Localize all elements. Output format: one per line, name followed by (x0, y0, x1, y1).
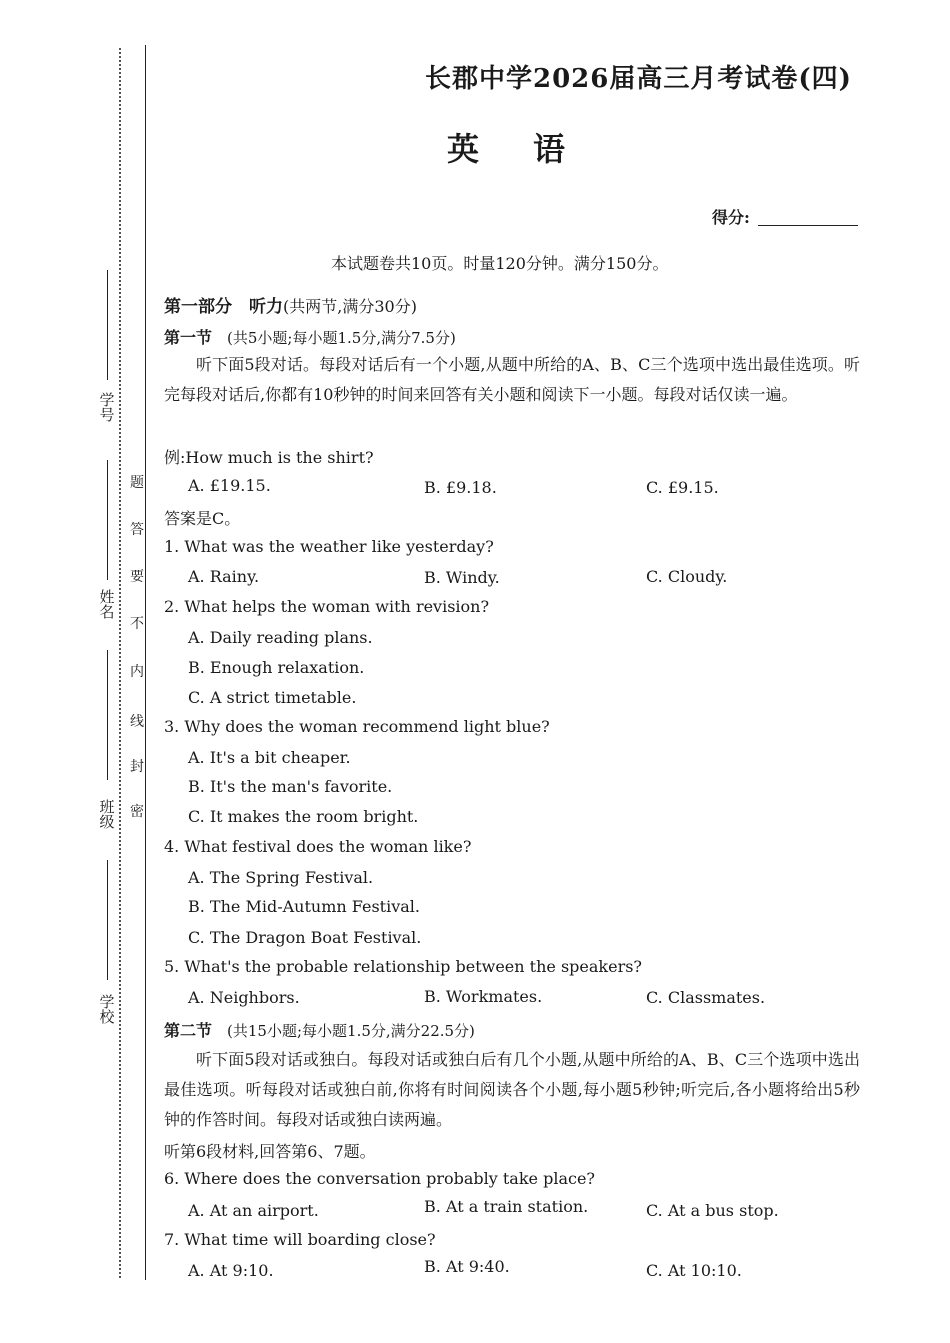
q3-option-c[interactable]: C. It makes the room bright. (188, 807, 419, 826)
school-label: 学 校 (99, 993, 115, 1026)
material-instruction: 听第6段材料,回答第6、7题。 (164, 1142, 376, 1161)
q6-option-a[interactable]: A. At an airport. (188, 1201, 319, 1220)
name-blank[interactable] (107, 460, 108, 580)
name-label: 姓 名 (99, 588, 115, 621)
subject-char-2: 语 (533, 130, 566, 168)
section1-heading: 第一节 (共5小题;每小题1.5分,满分7.5分) (164, 328, 456, 347)
question-3: 3. Why does the woman recommend light blue? (164, 717, 550, 736)
q1-option-b[interactable]: B. Windy. (424, 568, 500, 587)
q4-option-b[interactable]: B. The Mid-Autumn Festival. (188, 897, 420, 916)
seal-char: 封 (130, 759, 144, 775)
q2-option-a[interactable]: A. Daily reading plans. (188, 628, 373, 647)
q5-option-c[interactable]: C. Classmates. (646, 988, 766, 1007)
subject-title (447, 124, 565, 170)
q6-option-c[interactable]: C. At a bus stop. (646, 1201, 779, 1220)
question-2: 2. What helps the woman with revision? (164, 597, 490, 616)
seal-char: 题 (130, 475, 144, 491)
exam-intro: 本试题卷共10页。时量120分钟。满分150分。 (331, 254, 669, 273)
seal-char: 内 (130, 664, 144, 680)
question-1: 1. What was the weather like yesterday? (164, 537, 494, 556)
subject-char-1: 英 (447, 130, 480, 168)
q5-option-a[interactable]: A. Neighbors. (188, 988, 300, 1007)
margin-rule (145, 45, 146, 1280)
q3-option-a[interactable]: A. It's a bit cheaper. (188, 748, 351, 767)
q6-option-b[interactable]: B. At a train station. (424, 1197, 589, 1216)
question-7: 7. What time will boarding close? (164, 1230, 436, 1249)
seal-char: 密 (130, 804, 144, 820)
q2-option-c[interactable]: C. A strict timetable. (188, 688, 357, 707)
q1-option-c[interactable]: C. Cloudy. (646, 567, 728, 586)
q7-option-a[interactable]: A. At 9:10. (188, 1261, 274, 1280)
q7-option-b[interactable]: B. At 9:40. (424, 1257, 510, 1276)
school-blank[interactable] (107, 860, 108, 980)
class-label: 班 级 (99, 798, 115, 831)
example-option-c: C. £9.15. (646, 478, 719, 497)
example-option-b: B. £9.18. (424, 478, 497, 497)
class-blank[interactable] (107, 650, 108, 780)
question-5: 5. What's the probable relationship between the speakers? (164, 957, 643, 976)
section2-instructions: 听下面5段对话或独白。每段对话或独白后有几个小题,从题中所给的A、B、C三个选项中选出最佳选项。听每段对话或独白前,你将有时间阅读各个小题,每小题5秒钟;听完后,各小题将给出5秒钟的作答时间。每段对话或独白读两遍。 (164, 1050, 860, 1129)
q4-option-a[interactable]: A. The Spring Festival. (188, 868, 374, 887)
seal-char: 答 (130, 522, 144, 538)
student-id-label: 学 号 (99, 391, 115, 424)
exam-title: 长郡中学2026届高三月考试卷(四) (425, 64, 852, 94)
question-6: 6. Where does the conversation probably take place? (164, 1169, 595, 1188)
q3-option-b[interactable]: B. It's the man's favorite. (188, 777, 393, 796)
q2-option-b[interactable]: B. Enough relaxation. (188, 658, 365, 677)
student-id-blank[interactable] (107, 270, 108, 380)
q7-option-c[interactable]: C. At 10:10. (646, 1261, 742, 1280)
q5-option-b[interactable]: B. Workmates. (424, 987, 543, 1006)
section2-heading: 第二节 (共15小题;每小题1.5分,满分22.5分) (164, 1021, 475, 1040)
example-option-a: A. £19.15. (188, 476, 271, 495)
part1-heading: 第一部分 听力(共两节,满分30分) (164, 297, 417, 317)
cut-line-dotted (119, 48, 121, 1278)
seal-char: 不 (130, 616, 144, 632)
score-label: 得分: (712, 208, 750, 227)
section1-instructions: 听下面5段对话。每段对话后有一个小题,从题中所给的A、B、C三个选项中选出最佳选项。听完每段对话后,你都有10秒钟的时间来回答有关小题和阅读下一小题。每段对话仅读一遍。 (164, 355, 860, 404)
example-answer: 答案是C。 (164, 509, 241, 528)
seal-char: 线 (130, 714, 144, 730)
q4-option-c[interactable]: C. The Dragon Boat Festival. (188, 928, 422, 947)
q1-option-a[interactable]: A. Rainy. (188, 567, 260, 586)
seal-char: 要 (130, 569, 144, 585)
score-blank[interactable] (758, 225, 858, 226)
example-question: 例:How much is the shirt? (164, 448, 374, 467)
question-4: 4. What festival does the woman like? (164, 837, 472, 856)
